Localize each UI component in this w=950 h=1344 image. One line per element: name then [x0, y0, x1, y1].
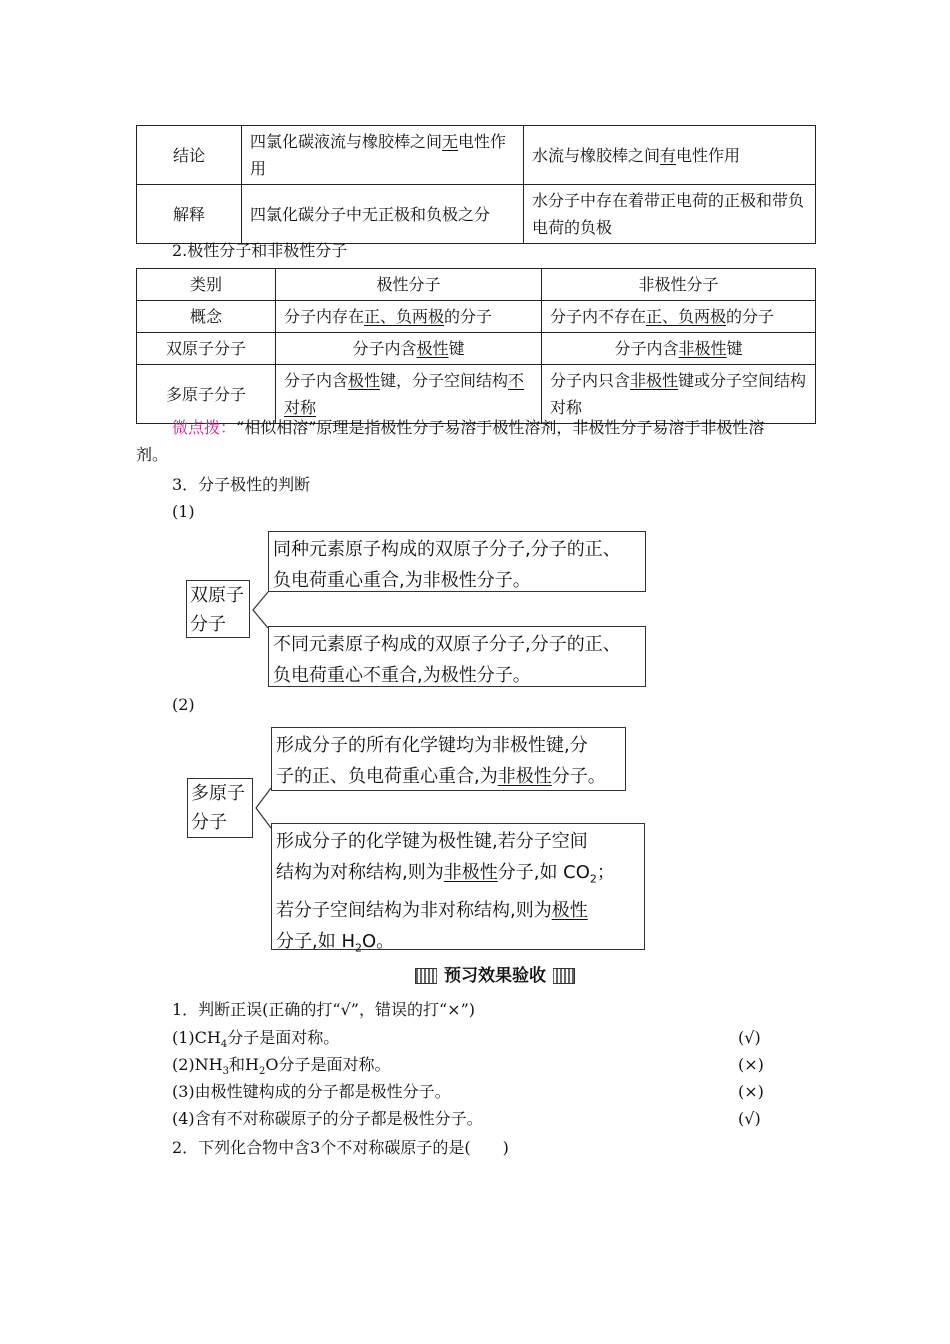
answer-mark: (×) — [738, 1082, 764, 1101]
table-cell: 四氯化碳液流与橡胶棒之间无电性作用 — [242, 126, 524, 185]
part-marker: (2) — [172, 695, 195, 714]
table-row — [137, 365, 816, 424]
answer-mark: (√) — [738, 1109, 761, 1128]
question-1-heading: 1．判断正误(正确的打“√”，错误的打“×”) — [172, 1000, 475, 1019]
table-cell: 分子内只含非极性键或分子空间结构对称 — [542, 365, 816, 424]
part-marker: (1) — [172, 502, 195, 521]
row-label: 概念 — [137, 301, 276, 333]
table-row — [137, 185, 816, 244]
tip-label: 微点拨： — [172, 418, 237, 437]
section-heading: 2.极性分子和非极性分子 — [172, 241, 348, 260]
row-label: 多原子分子 — [137, 365, 276, 424]
table-row — [137, 126, 816, 185]
answer-mark: (√) — [738, 1028, 761, 1047]
brace-icon — [253, 786, 273, 830]
column-header: 极性分子 — [276, 269, 542, 301]
polyatomic-molecule-label: 多原子 分子 — [187, 778, 253, 838]
polar-polyatomic-box: 形成分子的化学键为极性键,若分子空间 结构为对称结构,则为非极性分子,如 $CO_2$； 若分子空间结构为非对称结构,则为极性 分子,如 $H_2O$。 — [271, 823, 645, 950]
table-row — [137, 301, 816, 333]
quiz-item: $(2)NH_3$和$H_2O$分子是面对称。 — [172, 1055, 391, 1078]
polarity-table — [136, 268, 816, 424]
tip-text: “相似相溶”原理是指极性分子易溶于极性溶剂，非极性分子易溶于非极性溶 — [236, 418, 765, 437]
tip-continuation: 剂。 — [136, 445, 169, 464]
row-label: 结论 — [137, 126, 242, 185]
table-cell: 水流与橡胶棒之间有电性作用 — [524, 126, 816, 185]
answer-mark: (×) — [738, 1055, 764, 1074]
table-row — [137, 333, 816, 365]
banner-title: 预习效果验收 — [437, 964, 553, 988]
column-header: 类别 — [137, 269, 276, 301]
column-header: 非极性分子 — [542, 269, 816, 301]
table-cell: 分子内含非极性键 — [542, 333, 816, 365]
table-cell: 四氯化碳分子中无正极和负极之分 — [242, 185, 524, 244]
table-cell: 水分子中存在着带正电荷的正极和带负电荷的负极 — [524, 185, 816, 244]
quiz-item: $(1)CH_4$分子是面对称。 — [172, 1028, 340, 1051]
row-label: 双原子分子 — [137, 333, 276, 365]
comparison-table — [136, 125, 816, 244]
table-header-row — [137, 269, 816, 301]
table-cell: 分子内存在正、负两极的分子 — [276, 301, 542, 333]
nonpolar-polyatomic-box: 形成分子的所有化学键均为非极性键,分 子的正、负电荷重心重合,为非极性分子。 — [271, 727, 626, 791]
section-banner — [415, 964, 575, 988]
polar-diatomic-box: 不同元素原子构成的双原子分子,分子的正、 负电荷重心不重合,为极性分子。 — [268, 626, 646, 687]
table-cell: 分子内含极性键，分子空间结构不对称 — [276, 365, 542, 424]
question-2: 2．下列化合物中含3个不对称碳原子的是( ) — [172, 1138, 509, 1157]
table-cell: 分子内不存在正、负两极的分子 — [542, 301, 816, 333]
row-label: 解释 — [137, 185, 242, 244]
table-cell: 分子内含极性键 — [276, 333, 542, 365]
nonpolar-diatomic-box: 同种元素原子构成的双原子分子,分子的正、 负电荷重心重合,为非极性分子。 — [268, 531, 646, 592]
brace-icon — [250, 590, 270, 630]
diatomic-molecule-label: 双原子 分子 — [186, 580, 250, 638]
section-heading: 3．分子极性的判断 — [172, 475, 311, 494]
tip-line — [172, 417, 764, 439]
quiz-item: (3)由极性键构成的分子都是极性分子。 — [172, 1082, 451, 1101]
quiz-item: (4)含有不对称碳原子的分子都是极性分子。 — [172, 1109, 483, 1128]
